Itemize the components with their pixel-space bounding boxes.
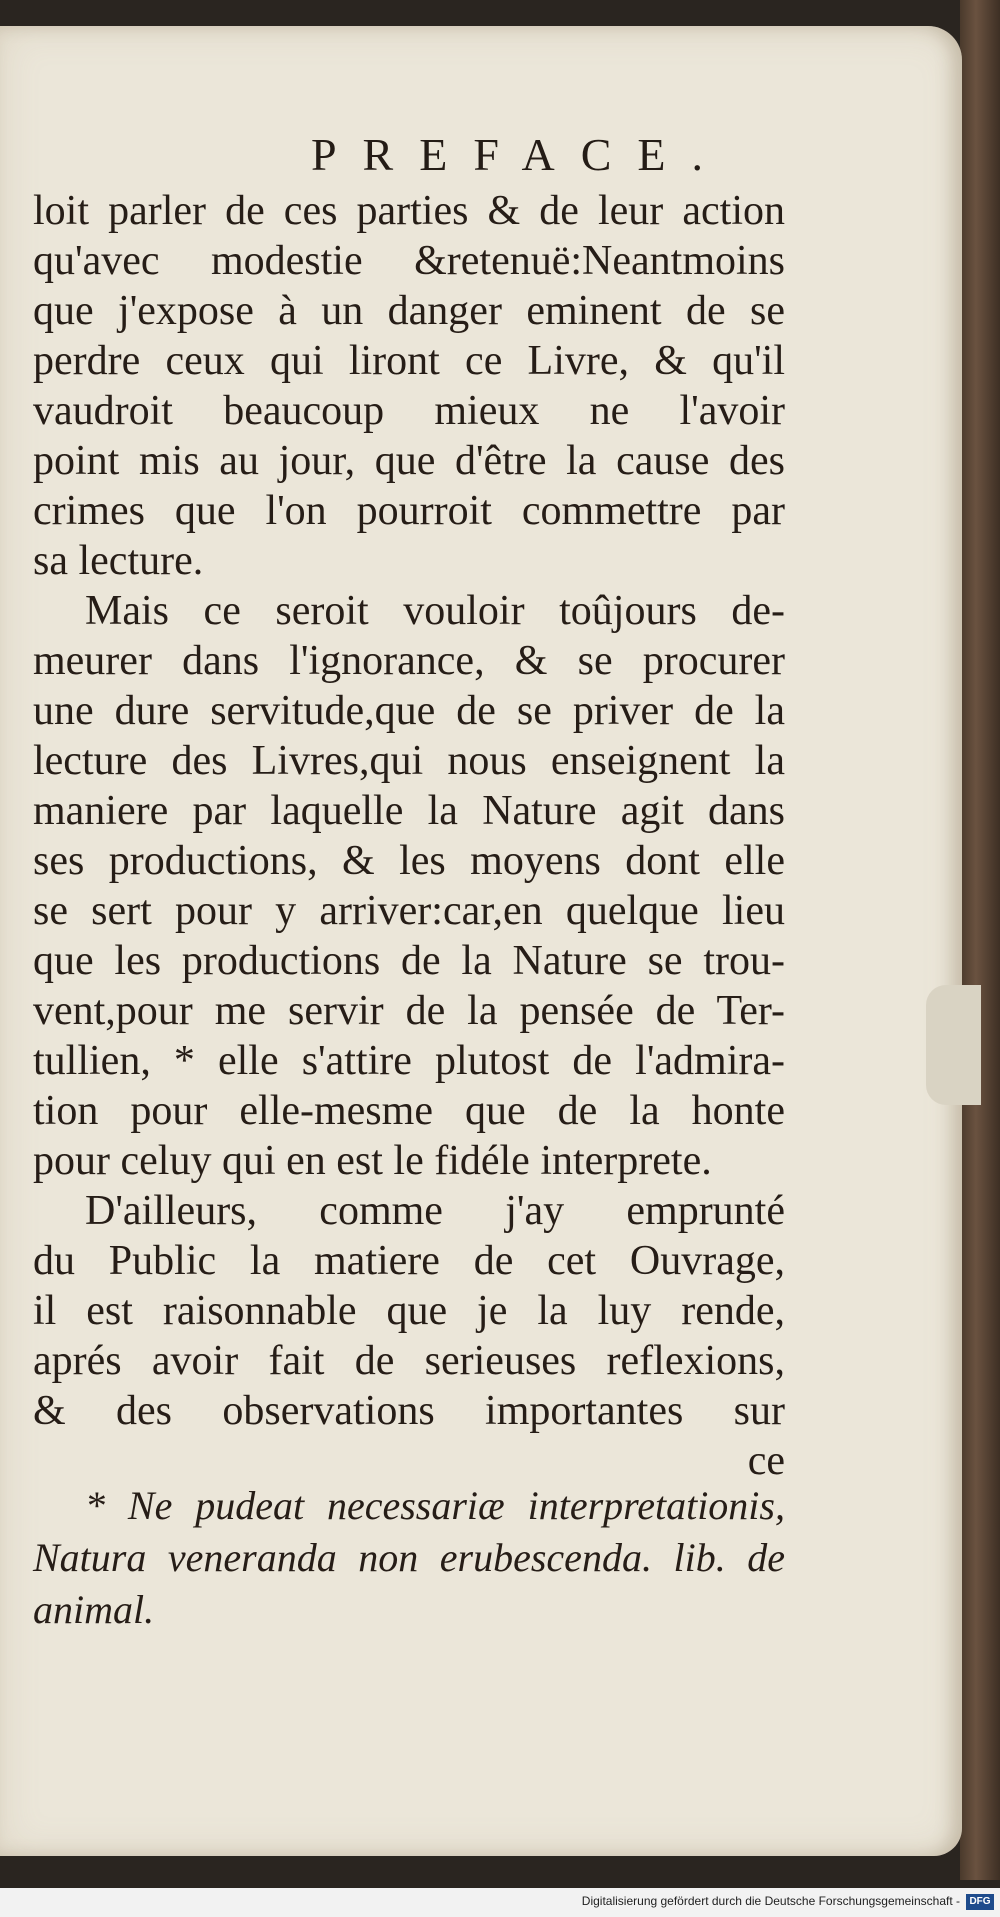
page-heading: PREFACE.: [310, 129, 730, 180]
text-line: sa lecture.: [33, 538, 204, 584]
text-line: que j'expose à un danger eminent de se: [33, 288, 785, 334]
footnote-line: Natura veneranda non erubescenda. lib. de: [33, 1535, 785, 1580]
text-line: qu'avec modestie &retenuë:Neantmoins: [33, 238, 785, 284]
text-line: une dure servitude,que de se priver de la: [33, 688, 785, 734]
footnote-line: * Ne pudeat necessariæ interpretationis,: [85, 1483, 785, 1528]
text-line: se sert pour y arriver:car,en quelque lieu: [33, 888, 785, 934]
digitization-footer: [0, 1888, 1000, 1917]
text-line: ses productions, & les moyens dont elle: [33, 838, 785, 884]
page-tab: [926, 985, 981, 1105]
text-line: il est raisonnable que je la luy rende,: [33, 1288, 785, 1334]
text-line: perdre ceux qui liront ce Livre, & qu'il: [33, 338, 785, 384]
book-binding: [960, 0, 1000, 1880]
footnote: [33, 1480, 785, 1636]
text-line: aprés avoir fait de serieuses reflexions,: [33, 1338, 785, 1384]
text-line: meurer dans l'ignorance, & se procurer: [33, 638, 785, 684]
text-line: D'ailleurs, comme j'ay emprunté: [85, 1188, 785, 1234]
text-line: vaudroit beaucoup mieux ne l'avoir: [33, 388, 785, 434]
body-text: [33, 186, 785, 1486]
text-line: du Public la matiere de cet Ouvrage,: [33, 1238, 785, 1284]
text-line: point mis au jour, que d'être la cause des: [33, 438, 785, 484]
text-line: vent,pour me servir de la pensée de Ter-: [33, 988, 785, 1034]
text-line: pour celuy qui en est le fidéle interprete.: [33, 1138, 712, 1184]
text-line: crimes que l'on pourroit commettre par: [33, 488, 785, 534]
text-line: loit parler de ces parties & de leur action: [33, 188, 785, 234]
text-line: Mais ce seroit vouloir toûjours de-: [85, 588, 785, 634]
dfg-logo: DFG: [966, 1894, 994, 1910]
text-line: lecture des Livres,qui nous enseignent la: [33, 738, 785, 784]
text-line: maniere par laquelle la Nature agit dans: [33, 788, 785, 834]
text-line: tullien, * elle s'attire plutost de l'admira-: [33, 1038, 785, 1084]
text-line: que les productions de la Nature se trou-: [33, 938, 785, 984]
text-line: tion pour elle-mesme que de la honte: [33, 1088, 785, 1134]
footer-credit: Digitalisierung gefördert durch die Deutsche Forschungsgemeinschaft -: [581, 1894, 960, 1908]
footnote-line: animal.: [33, 1587, 155, 1632]
text-line: & des observations importantes sur: [33, 1388, 785, 1434]
catchword: ce: [747, 1438, 785, 1484]
